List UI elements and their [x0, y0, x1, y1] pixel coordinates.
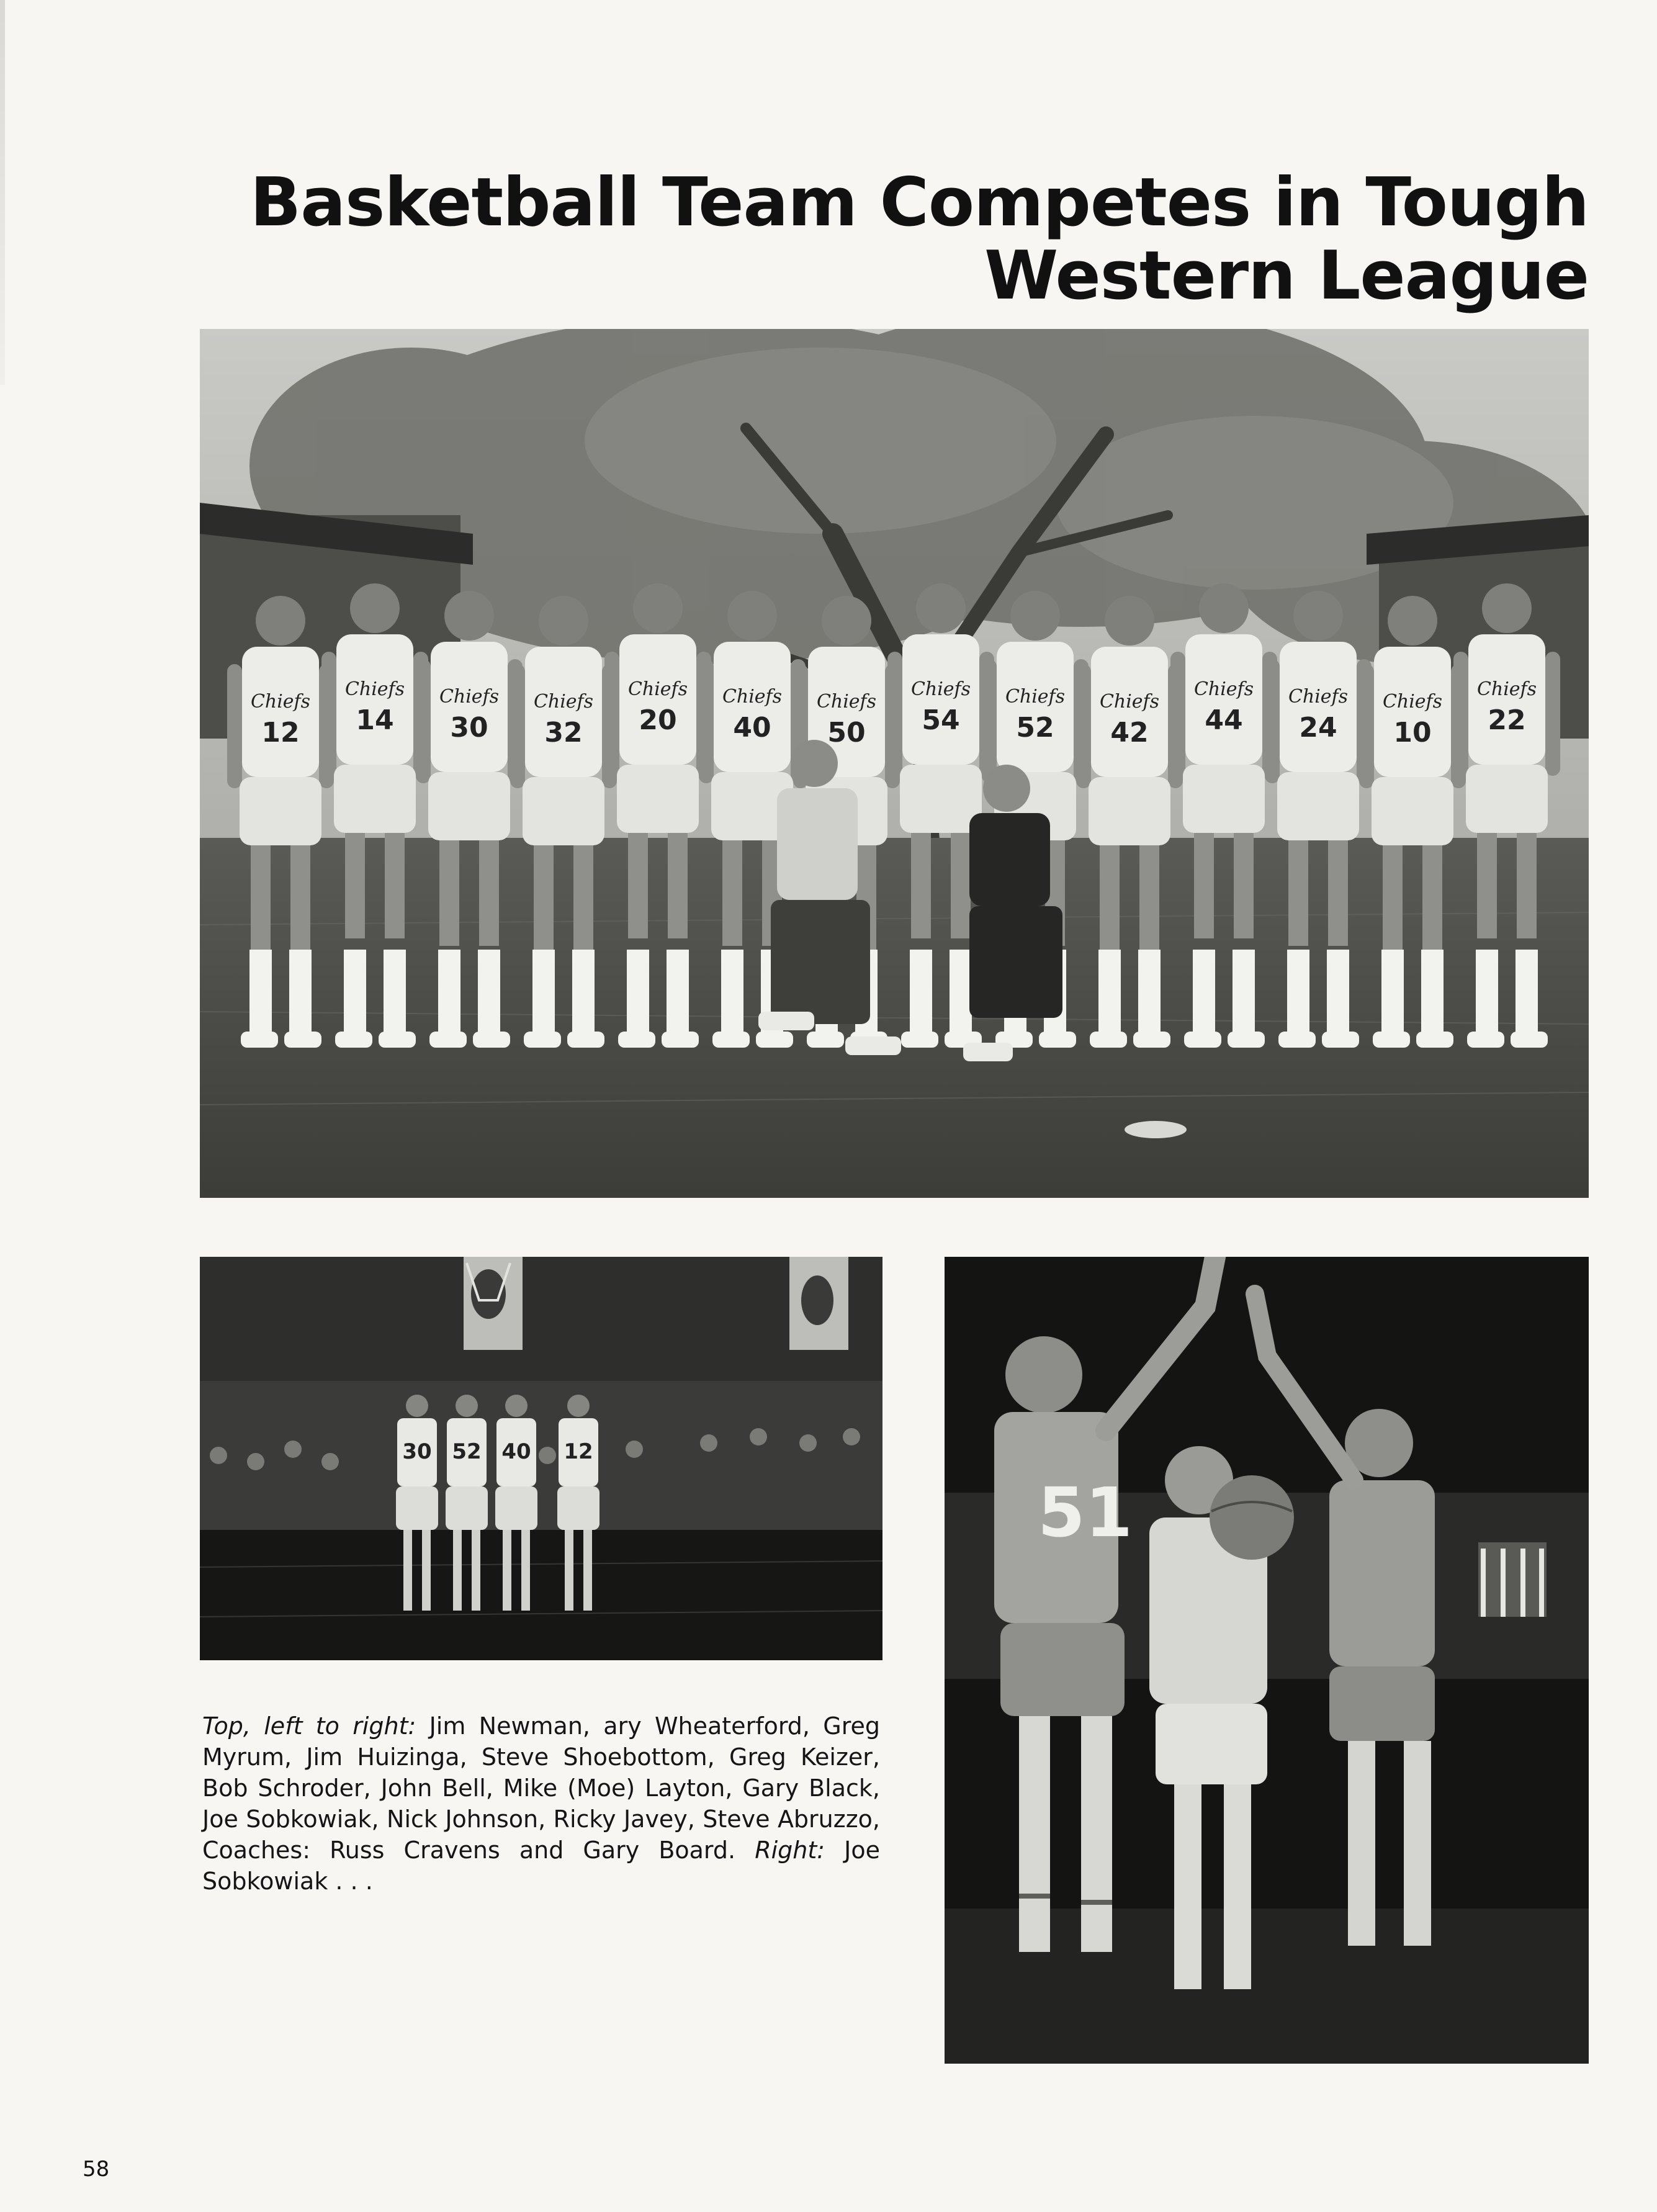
team-photo [200, 329, 1589, 1198]
jersey-team-name: Chiefs [344, 678, 405, 700]
jersey-number: 32 [544, 717, 583, 749]
jersey-team-name: Chiefs [722, 686, 783, 708]
team-photo-illustration [200, 329, 1589, 1198]
jersey-number: 14 [356, 704, 394, 736]
jersey-number: 20 [639, 704, 677, 736]
game-photo-right-illustration [945, 1257, 1589, 2064]
jersey-number: 30 [402, 1439, 432, 1464]
jersey-team-name: Chiefs [1005, 686, 1066, 708]
jersey-team-name: Chiefs [1193, 678, 1254, 700]
jersey-team-name: Chiefs [250, 691, 311, 713]
jersey-number: 22 [1488, 704, 1526, 736]
jersey-number: 52 [452, 1439, 482, 1464]
game-photo-left [200, 1257, 882, 1660]
jersey-team-name: Chiefs [1099, 691, 1160, 713]
jersey-number: 12 [261, 717, 300, 749]
caption-right-label: Right: [755, 1837, 825, 1864]
jersey-team-name: Chiefs [1476, 678, 1537, 700]
jersey-number: 10 [1393, 717, 1432, 749]
jersey-number: 40 [501, 1439, 531, 1464]
jersey-number: 40 [733, 712, 771, 744]
jersey-team-name: Chiefs [910, 678, 971, 700]
jersey-number: 30 [450, 712, 488, 744]
jersey-team-name: Chiefs [1288, 686, 1349, 708]
game-photo-right [945, 1257, 1589, 2064]
jersey-number: 54 [922, 704, 960, 736]
jersey-team-name: Chiefs [816, 691, 877, 713]
jersey-team-name: Chiefs [1382, 691, 1443, 713]
jersey-number: 50 [827, 717, 866, 749]
game-photo-left-illustration [200, 1257, 882, 1660]
page-headline: Basketball Team Competes in Tough Western League [249, 164, 1589, 315]
jersey-team-name: Chiefs [533, 691, 594, 713]
jersey-number: 44 [1205, 704, 1243, 736]
jersey-team-name: Chiefs [627, 678, 688, 700]
jersey-number-51: 51 [1038, 1473, 1133, 1552]
page-edge-shadow [0, 0, 5, 385]
caption-top-label: Top, left to right: [202, 1712, 416, 1740]
jersey-number: 52 [1016, 712, 1054, 744]
caption-names: Jim Newman, ary Wheaterford, Greg Myrum, Jim Huizinga, Steve Shoebottom, Greg Keizer, Bob Schroder, John Bell, Mike (Moe) Layton, Gary Black, Joe Sobkowiak, Nick Johnson, Ricky Javey, Steve Abruzzo, Coaches: Russ Cravens and Gary Board. [202, 1712, 880, 1864]
jersey-team-name: Chiefs [439, 686, 500, 708]
jersey-number: 12 [564, 1439, 593, 1464]
jersey-number: 42 [1110, 717, 1149, 749]
page-number: 58 [83, 2157, 110, 2182]
photo-caption [202, 1711, 880, 1897]
caption-right-text: Joe Sobkowiak . . . [202, 1837, 880, 1895]
referee [1478, 1542, 1547, 1617]
jersey-number: 24 [1299, 712, 1337, 744]
